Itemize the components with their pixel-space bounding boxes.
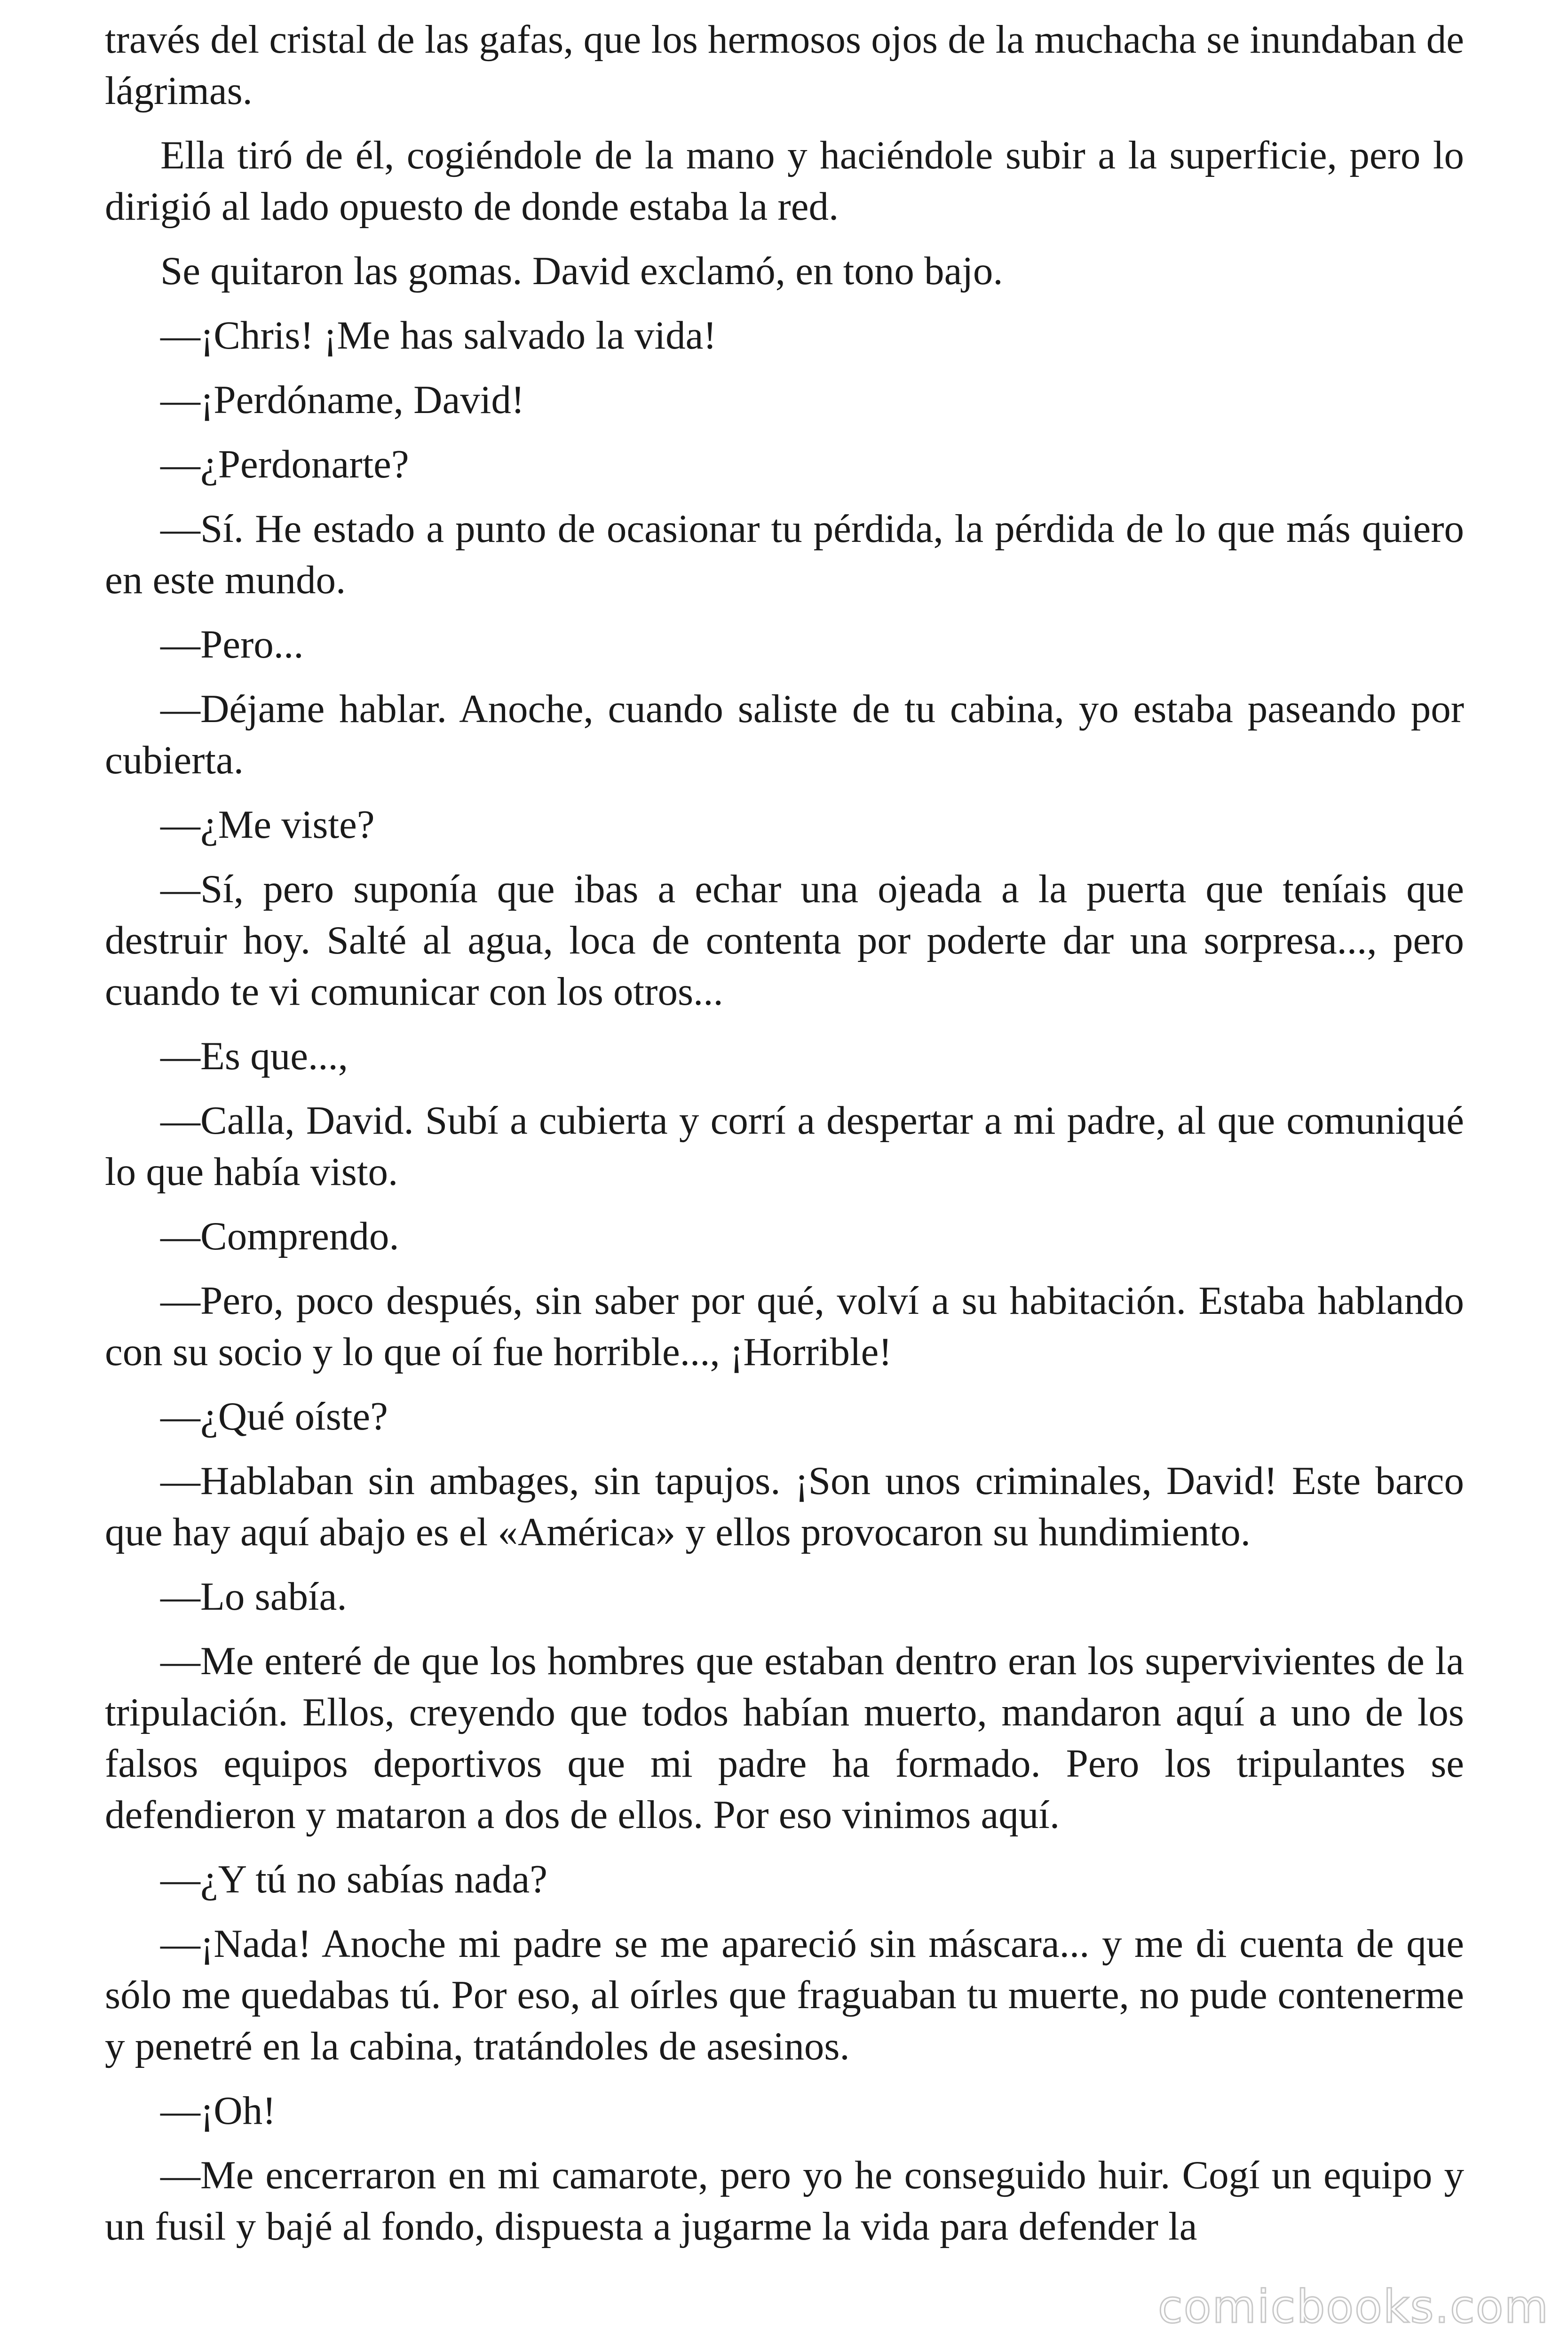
paragraph: —Déjame hablar. Anoche, cuando saliste de tu cabina, yo estaba paseando por cubierta. (105, 687, 1464, 782)
paragraph: —Me encerraron en mi camarote, pero yo he conseguido huir. Cogí un equipo y un fusil y bajé al fondo, dispuesta a jugarme la vida para defender la (105, 2153, 1464, 2249)
paragraph: Ella tiró de él, cogiéndole de la mano y haciéndole subir a la superficie, pero lo dirigió al lado opuesto de donde estaba la red. (105, 133, 1464, 229)
paragraph: —Sí, pero suponía que ibas a echar una ojeada a la puerta que teníais que destruir hoy. Salté al agua, loca de contenta por poderte dar una sorpresa..., pero cuando te vi comunicar con los otros... (105, 867, 1464, 1014)
page-body-text (105, 14, 1464, 2265)
paragraph: —¿Perdonarte? (160, 442, 409, 486)
paragraph: —Pero... (160, 622, 304, 667)
paragraph: —Es que..., (160, 1034, 348, 1078)
paragraph: —¡Perdóname, David! (160, 378, 525, 422)
paragraph: —¿Y tú no sabías nada? (160, 1857, 547, 1901)
paragraph: —Sí. He estado a punto de ocasionar tu pérdida, la pérdida de lo que más quiero en este mundo. (105, 507, 1464, 602)
paragraph: —¡Nada! Anoche mi padre se me apareció sin máscara... y me di cuenta de que sólo me quedabas tú. Por eso, al oírles que fraguaban tu muerte, no pude contenerme y penetré en la cabina, tratándoles de asesinos. (105, 1922, 1464, 2068)
paragraph: Se quitaron las gomas. David exclamó, en tono bajo. (160, 249, 1003, 293)
paragraph: —¿Me viste? (160, 803, 375, 847)
paragraph: través del cristal de las gafas, que los hermosos ojos de la muchacha se inundaban de lágrimas. (105, 17, 1464, 113)
paragraph: —Hablaban sin ambages, sin tapujos. ¡Son unos criminales, David! Este barco que hay aquí abajo es el «América» y ellos provocaron su hundimiento. (105, 1459, 1464, 1554)
paragraph: —Me enteré de que los hombres que estaban dentro eran los supervivientes de la tripulación. Ellos, creyendo que todos habían muerto, mandaron aquí a uno de los falsos equipos deportivos que mi padre ha formado. Pero los tripulantes se defendieron y mataron a dos de ellos. Por eso vinimos aquí. (105, 1639, 1464, 1837)
paragraph: —¡Chris! ¡Me has salvado la vida! (160, 313, 717, 358)
paragraph: —¡Oh! (160, 2089, 276, 2133)
paragraph: —Lo sabía. (160, 1574, 347, 1619)
paragraph: —¿Qué oíste? (160, 1394, 388, 1438)
watermark-logo: comicbooks.com (1157, 2280, 1549, 2333)
paragraph: —Calla, David. Subí a cubierta y corrí a despertar a mi padre, al que comuniqué lo que había visto. (105, 1098, 1464, 1194)
paragraph: —Comprendo. (160, 1214, 399, 1258)
paragraph: —Pero, poco después, sin saber por qué, volví a su habitación. Estaba hablando con su socio y lo que oí fue horrible..., ¡Horrible! (105, 1279, 1464, 1374)
